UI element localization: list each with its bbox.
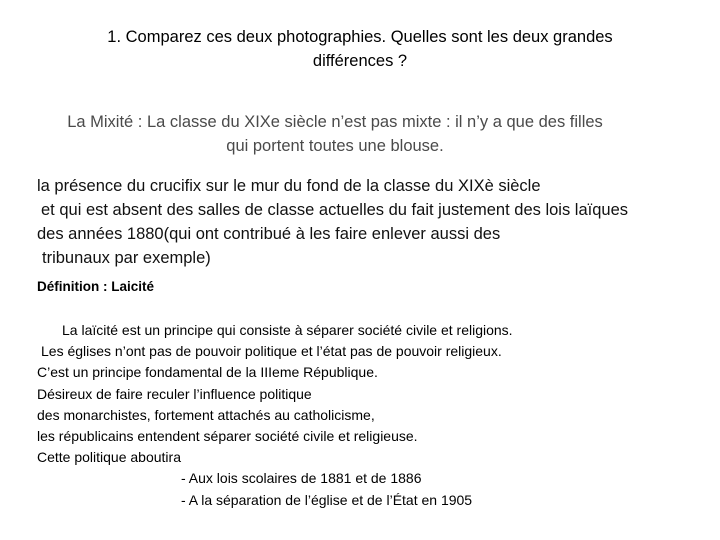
crucifix-line-1 <box>37 174 697 198</box>
crucifix-line-2: et qui est absent des salles de classe actuelles du fait justement des lois laïques <box>41 201 629 219</box>
mixite-answer <box>30 110 640 158</box>
laicite-definition <box>37 320 697 511</box>
laicite-bullet: - Aux lois scolaires de 1881 et de 1886 <box>181 470 422 487</box>
mixite-line-2: qui portent toutes une blouse. <box>226 137 444 155</box>
laicite-line: les républicains entendent séparer société civile et religieuse. <box>37 428 418 445</box>
crucifix-line-3: des années 1880(qui ont contribué à les faire enlever aussi des <box>37 225 501 243</box>
mixite-line-1-rest: : La classe du XIXe siècle n’est pas mixte : il n’y a que des filles <box>133 113 603 131</box>
mixite-line-1 <box>30 110 640 134</box>
laicite-line: C’est un principe fondamental de la IIIeme République. <box>37 364 378 381</box>
question-title-line-2: différences ? <box>312 52 408 70</box>
definition-heading: Définition : Laicité <box>37 279 155 294</box>
mixite-lead: La Mixité <box>67 113 134 131</box>
laicite-line: Cette politique aboutira <box>37 449 181 466</box>
crucifix-line-4: tribunaux par exemple) <box>42 249 211 267</box>
crucifix-line-1-rest: sur le mur du fond de la classe du XIXè siècle <box>201 177 541 195</box>
crucifix-answer <box>37 174 697 270</box>
laicite-line: des monarchistes, fortement attachés au catholicisme, <box>37 406 375 423</box>
question-title <box>40 25 680 73</box>
laicite-line: Les églises n’ont pas de pouvoir politique et l’état pas de pouvoir religieux. <box>41 343 502 360</box>
laicite-line: Désireux de faire reculer l’influence politique <box>37 385 312 402</box>
question-title-line-1: 1. Comparez ces deux photographies. Quelles sont les deux grandes <box>107 28 613 46</box>
laicite-bullet: - A la séparation de l’église et de l’État en 1905 <box>181 491 473 508</box>
crucifix-lead: la présence du crucifix <box>37 177 202 195</box>
laicite-line: La laïcité est un principe qui consiste à séparer société civile et religions. <box>62 322 513 338</box>
